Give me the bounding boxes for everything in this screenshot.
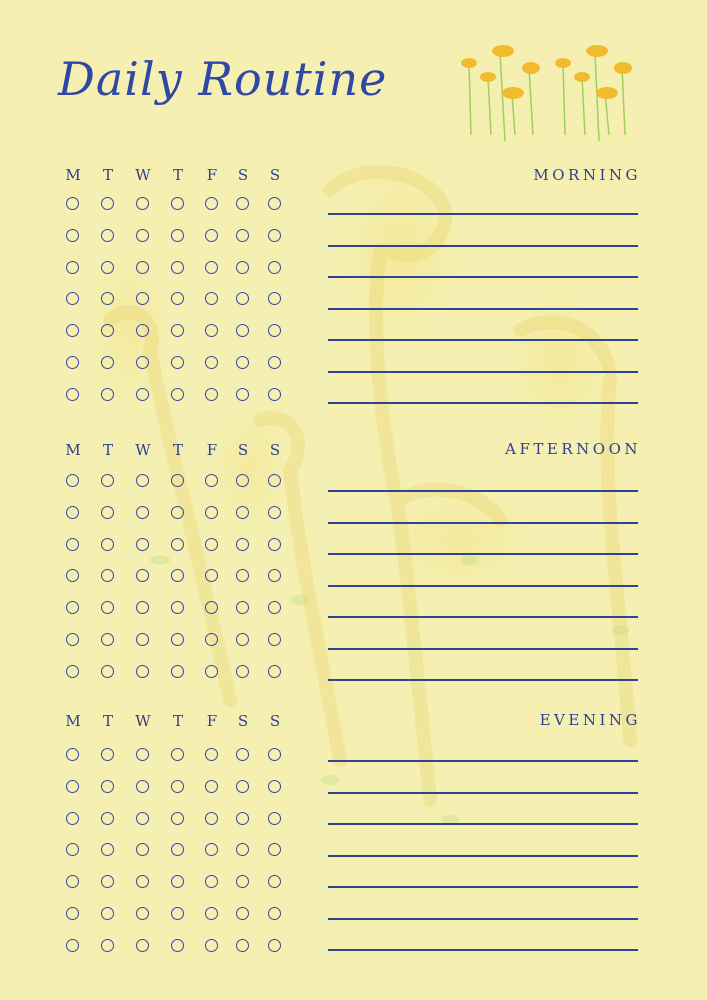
habit-checkbox[interactable] <box>66 292 79 305</box>
habit-checkbox[interactable] <box>136 197 149 210</box>
day-label: S <box>269 166 281 184</box>
day-label: M <box>65 166 81 184</box>
writing-line[interactable] <box>328 276 638 278</box>
habit-checkbox[interactable] <box>66 812 79 825</box>
habit-checkbox[interactable] <box>236 292 249 305</box>
day-label: T <box>102 166 113 184</box>
habit-checkbox[interactable] <box>171 748 184 761</box>
day-label: W <box>135 441 151 459</box>
habit-checkbox[interactable] <box>136 780 149 793</box>
habit-checkbox[interactable] <box>236 538 249 551</box>
habit-checkbox[interactable] <box>101 356 114 369</box>
habit-checkbox[interactable] <box>171 506 184 519</box>
habit-checkbox[interactable] <box>101 474 114 487</box>
habit-checkbox[interactable] <box>236 601 249 614</box>
writing-line[interactable] <box>328 371 638 373</box>
section-title-evening: EVENING <box>539 711 641 729</box>
habit-checkbox[interactable] <box>101 875 114 888</box>
writing-line[interactable] <box>328 245 638 247</box>
habit-checkbox[interactable] <box>205 939 218 952</box>
habit-checkbox[interactable] <box>268 229 281 242</box>
habit-checkbox[interactable] <box>66 506 79 519</box>
habit-checkbox[interactable] <box>236 875 249 888</box>
habit-checkbox[interactable] <box>268 261 281 274</box>
day-label: S <box>269 712 281 730</box>
habit-checkbox[interactable] <box>136 843 149 856</box>
day-label: T <box>172 712 183 730</box>
habit-checkbox[interactable] <box>66 780 79 793</box>
habit-checkbox[interactable] <box>268 748 281 761</box>
habit-checkbox[interactable] <box>268 843 281 856</box>
habit-checkbox[interactable] <box>236 506 249 519</box>
habit-checkbox[interactable] <box>171 569 184 582</box>
writing-line[interactable] <box>328 823 638 825</box>
habit-checkbox[interactable] <box>171 875 184 888</box>
day-label: T <box>102 712 113 730</box>
page-title: Daily Routine <box>58 52 388 106</box>
habit-checkbox[interactable] <box>136 356 149 369</box>
habit-checkbox[interactable] <box>66 261 79 274</box>
habit-checkbox[interactable] <box>268 292 281 305</box>
day-label: S <box>237 441 249 459</box>
habit-checkbox[interactable] <box>268 875 281 888</box>
habit-checkbox[interactable] <box>205 633 218 646</box>
habit-checkbox[interactable] <box>171 292 184 305</box>
habit-checkbox[interactable] <box>171 538 184 551</box>
habit-checkbox[interactable] <box>171 388 184 401</box>
habit-checkbox[interactable] <box>268 569 281 582</box>
habit-checkbox[interactable] <box>236 843 249 856</box>
writing-line[interactable] <box>328 918 638 920</box>
day-label: S <box>269 441 281 459</box>
habit-checkbox[interactable] <box>66 601 79 614</box>
habit-checkbox[interactable] <box>171 665 184 678</box>
habit-checkbox[interactable] <box>236 261 249 274</box>
habit-checkbox[interactable] <box>205 875 218 888</box>
day-label: M <box>65 712 81 730</box>
writing-line[interactable] <box>328 522 638 524</box>
habit-checkbox[interactable] <box>66 356 79 369</box>
habit-checkbox[interactable] <box>66 324 79 337</box>
habit-checkbox[interactable] <box>136 633 149 646</box>
habit-checkbox[interactable] <box>205 197 218 210</box>
day-label: F <box>206 712 218 730</box>
habit-checkbox[interactable] <box>66 474 79 487</box>
habit-checkbox[interactable] <box>171 939 184 952</box>
habit-checkbox[interactable] <box>66 843 79 856</box>
habit-checkbox[interactable] <box>268 538 281 551</box>
writing-line[interactable] <box>328 792 638 794</box>
habit-checkbox[interactable] <box>236 633 249 646</box>
habit-checkbox[interactable] <box>205 292 218 305</box>
writing-line[interactable] <box>328 490 638 492</box>
habit-checkbox[interactable] <box>66 907 79 920</box>
habit-checkbox[interactable] <box>136 875 149 888</box>
habit-checkbox[interactable] <box>136 506 149 519</box>
habit-checkbox[interactable] <box>171 261 184 274</box>
habit-checkbox[interactable] <box>66 388 79 401</box>
habit-checkbox[interactable] <box>101 633 114 646</box>
habit-checkbox[interactable] <box>101 601 114 614</box>
habit-checkbox[interactable] <box>268 907 281 920</box>
day-label: S <box>237 166 249 184</box>
habit-checkbox[interactable] <box>171 474 184 487</box>
habit-checkbox[interactable] <box>136 324 149 337</box>
habit-checkbox[interactable] <box>171 324 184 337</box>
habit-checkbox[interactable] <box>171 633 184 646</box>
habit-checkbox[interactable] <box>236 229 249 242</box>
habit-checkbox[interactable] <box>205 601 218 614</box>
day-label: W <box>135 712 151 730</box>
habit-checkbox[interactable] <box>205 665 218 678</box>
habit-checkbox[interactable] <box>268 939 281 952</box>
habit-checkbox[interactable] <box>171 601 184 614</box>
habit-checkbox[interactable] <box>268 197 281 210</box>
habit-checkbox[interactable] <box>205 388 218 401</box>
habit-checkbox[interactable] <box>101 780 114 793</box>
habit-checkbox[interactable] <box>101 261 114 274</box>
habit-checkbox[interactable] <box>66 748 79 761</box>
day-label: T <box>102 441 113 459</box>
day-label: W <box>135 166 151 184</box>
habit-checkbox[interactable] <box>236 812 249 825</box>
flower-bouquet-icon <box>455 35 645 145</box>
habit-checkbox[interactable] <box>136 292 149 305</box>
habit-checkbox[interactable] <box>205 229 218 242</box>
habit-checkbox[interactable] <box>136 601 149 614</box>
habit-checkbox[interactable] <box>136 261 149 274</box>
section-title-morning: MORNING <box>533 166 641 184</box>
habit-checkbox[interactable] <box>101 569 114 582</box>
writing-line[interactable] <box>328 648 638 650</box>
habit-checkbox[interactable] <box>66 633 79 646</box>
habit-checkbox[interactable] <box>66 665 79 678</box>
habit-checkbox[interactable] <box>66 229 79 242</box>
habit-checkbox[interactable] <box>268 356 281 369</box>
habit-checkbox[interactable] <box>136 388 149 401</box>
writing-line[interactable] <box>328 308 638 310</box>
day-label: F <box>206 166 218 184</box>
habit-checkbox[interactable] <box>268 665 281 678</box>
habit-checkbox[interactable] <box>205 748 218 761</box>
habit-checkbox[interactable] <box>101 388 114 401</box>
writing-line[interactable] <box>328 855 638 857</box>
habit-checkbox[interactable] <box>236 939 249 952</box>
habit-checkbox[interactable] <box>268 633 281 646</box>
day-label: S <box>237 712 249 730</box>
writing-line[interactable] <box>328 585 638 587</box>
habit-checkbox[interactable] <box>268 780 281 793</box>
writing-line[interactable] <box>328 616 638 618</box>
section-title-afternoon: AFTERNOON <box>505 440 641 458</box>
habit-checkbox[interactable] <box>205 474 218 487</box>
writing-line[interactable] <box>328 679 638 681</box>
day-header-row <box>55 711 295 731</box>
habit-checkbox[interactable] <box>66 569 79 582</box>
habit-checkbox[interactable] <box>205 506 218 519</box>
habit-checkbox[interactable] <box>205 843 218 856</box>
habit-checkbox[interactable] <box>101 229 114 242</box>
habit-checkbox[interactable] <box>136 748 149 761</box>
habit-checkbox[interactable] <box>236 780 249 793</box>
habit-checkbox[interactable] <box>136 569 149 582</box>
habit-checkbox[interactable] <box>171 356 184 369</box>
habit-checkbox[interactable] <box>136 538 149 551</box>
habit-checkbox[interactable] <box>171 229 184 242</box>
habit-checkbox[interactable] <box>101 538 114 551</box>
writing-line[interactable] <box>328 886 638 888</box>
habit-checkbox[interactable] <box>101 843 114 856</box>
habit-checkbox[interactable] <box>171 907 184 920</box>
day-label: T <box>172 441 183 459</box>
habit-checkbox[interactable] <box>236 665 249 678</box>
habit-checkbox[interactable] <box>236 474 249 487</box>
habit-checkbox[interactable] <box>205 569 218 582</box>
habit-checkbox[interactable] <box>205 261 218 274</box>
habit-checkbox[interactable] <box>101 292 114 305</box>
habit-checkbox[interactable] <box>236 569 249 582</box>
habit-checkbox[interactable] <box>171 780 184 793</box>
habit-checkbox[interactable] <box>136 939 149 952</box>
writing-line[interactable] <box>328 760 638 762</box>
habit-checkbox[interactable] <box>268 506 281 519</box>
habit-checkbox[interactable] <box>66 939 79 952</box>
habit-checkbox[interactable] <box>101 665 114 678</box>
habit-checkbox[interactable] <box>171 812 184 825</box>
habit-checkbox[interactable] <box>268 474 281 487</box>
day-header-row <box>55 165 295 185</box>
habit-checkbox[interactable] <box>101 939 114 952</box>
writing-line[interactable] <box>328 213 638 215</box>
habit-checkbox[interactable] <box>171 197 184 210</box>
habit-checkbox[interactable] <box>101 812 114 825</box>
habit-checkbox[interactable] <box>66 538 79 551</box>
writing-line[interactable] <box>328 402 638 404</box>
day-header-row <box>55 440 295 460</box>
habit-checkbox[interactable] <box>268 601 281 614</box>
habit-checkbox[interactable] <box>66 875 79 888</box>
writing-line[interactable] <box>328 949 638 951</box>
habit-checkbox[interactable] <box>236 324 249 337</box>
habit-checkbox[interactable] <box>236 197 249 210</box>
writing-line[interactable] <box>328 339 638 341</box>
habit-checkbox[interactable] <box>136 812 149 825</box>
habit-checkbox[interactable] <box>101 506 114 519</box>
day-label: F <box>206 441 218 459</box>
habit-checkbox[interactable] <box>236 388 249 401</box>
habit-checkbox[interactable] <box>205 812 218 825</box>
habit-checkbox[interactable] <box>268 388 281 401</box>
habit-checkbox[interactable] <box>101 197 114 210</box>
habit-checkbox[interactable] <box>268 812 281 825</box>
habit-checkbox[interactable] <box>236 907 249 920</box>
habit-checkbox[interactable] <box>136 474 149 487</box>
habit-checkbox[interactable] <box>136 665 149 678</box>
habit-checkbox[interactable] <box>236 356 249 369</box>
habit-checkbox[interactable] <box>101 748 114 761</box>
writing-line[interactable] <box>328 553 638 555</box>
habit-checkbox[interactable] <box>136 229 149 242</box>
habit-checkbox[interactable] <box>205 356 218 369</box>
day-label: T <box>172 166 183 184</box>
habit-checkbox[interactable] <box>205 780 218 793</box>
habit-checkbox[interactable] <box>101 324 114 337</box>
habit-checkbox[interactable] <box>205 324 218 337</box>
habit-checkbox[interactable] <box>101 907 114 920</box>
habit-checkbox[interactable] <box>136 907 149 920</box>
habit-checkbox[interactable] <box>171 843 184 856</box>
habit-checkbox[interactable] <box>236 748 249 761</box>
habit-checkbox[interactable] <box>66 197 79 210</box>
habit-checkbox[interactable] <box>268 324 281 337</box>
habit-checkbox[interactable] <box>205 538 218 551</box>
day-label: M <box>65 441 81 459</box>
habit-checkbox[interactable] <box>205 907 218 920</box>
